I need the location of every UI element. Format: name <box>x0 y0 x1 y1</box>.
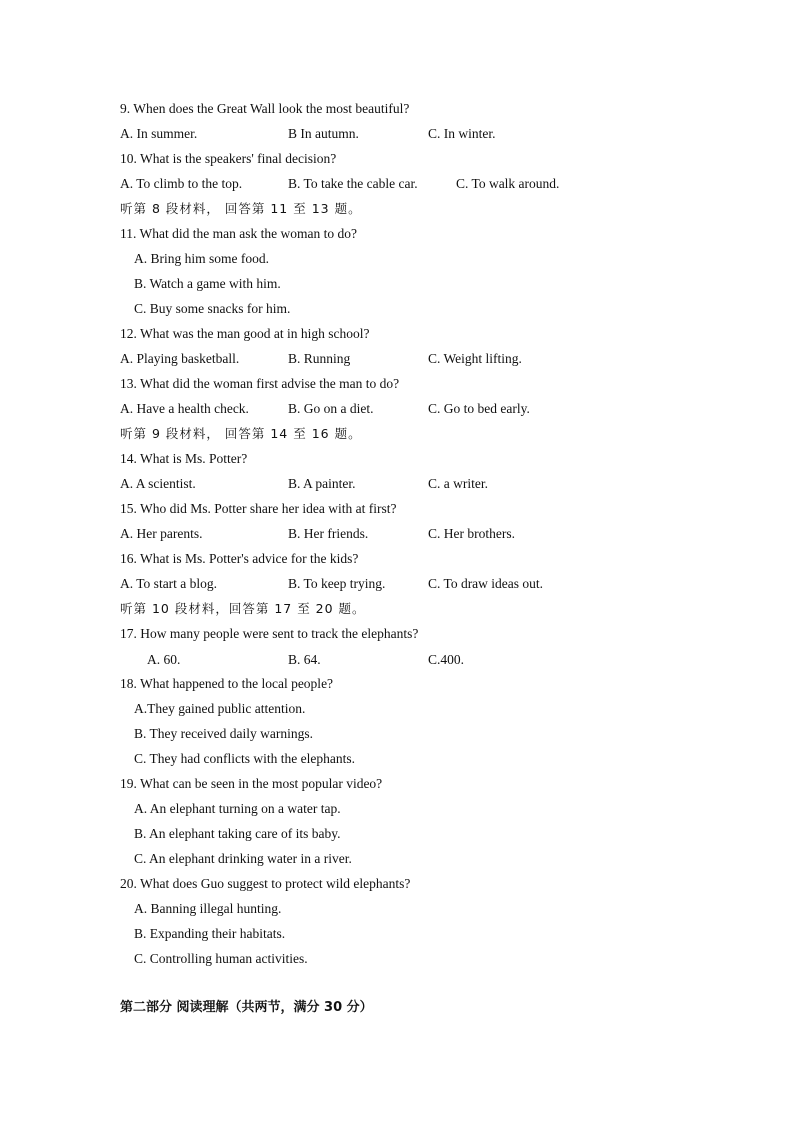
option-c: C. They had conflicts with the elephants. <box>134 751 355 766</box>
option-b: B. Running <box>288 351 351 366</box>
option-a: A. Have a health check. <box>120 401 249 416</box>
instruction-passage-10 <box>0 596 794 621</box>
question-text: 9. When does the Great Wall look the most beautiful? <box>120 101 410 116</box>
options-17 <box>0 647 794 672</box>
option-c: C. Buy some snacks for him. <box>134 301 291 316</box>
option-c: C. Weight lifting. <box>428 351 522 366</box>
options-14 <box>0 471 794 496</box>
question-9 <box>0 96 794 121</box>
instruction-passage-9 <box>0 421 794 446</box>
question-text: 14. What is Ms. Potter? <box>120 451 248 466</box>
question-17 <box>0 621 794 646</box>
option-b: B. Expanding their habitats. <box>134 926 286 941</box>
section-heading <box>0 995 794 1020</box>
option-b: B. Her friends. <box>288 526 369 541</box>
option-c: C. Controlling human activities. <box>134 951 308 966</box>
question-19 <box>0 771 794 796</box>
instruction-text: 听第 9 段材料， 回答第 14 至 16 题。 <box>120 426 362 441</box>
options-10 <box>0 171 794 196</box>
option-b: B. To keep trying. <box>288 576 386 591</box>
question-text: 17. How many people were sent to track the elephants? <box>120 626 419 641</box>
option-a: A. In summer. <box>120 126 198 141</box>
question-text: 18. What happened to the local people? <box>120 676 334 691</box>
question-text: 10. What is the speakers' final decision? <box>120 151 337 166</box>
instruction-passage-8 <box>0 196 794 221</box>
option-11-b <box>0 271 794 296</box>
option-c: C. Her brothers. <box>428 526 515 541</box>
options-9 <box>0 121 794 146</box>
option-11-a <box>0 246 794 271</box>
question-text: 15. Who did Ms. Potter share her idea with at first? <box>120 501 397 516</box>
options-15 <box>0 521 794 546</box>
option-a: A. To start a blog. <box>120 576 218 591</box>
option-c: C. In winter. <box>428 126 496 141</box>
options-13 <box>0 396 794 421</box>
question-text: 19. What can be seen in the most popular video? <box>120 776 383 791</box>
question-13 <box>0 371 794 396</box>
option-c: C. a writer. <box>428 476 488 491</box>
option-19-c <box>0 846 794 871</box>
option-a: A. Her parents. <box>120 526 203 541</box>
question-text: 11. What did the man ask the woman to do? <box>120 226 357 241</box>
options-12 <box>0 346 794 371</box>
instruction-text: 听第 10 段材料，回答第 17 至 20 题。 <box>120 601 366 616</box>
option-19-b <box>0 821 794 846</box>
instruction-text: 听第 8 段材料， 回答第 11 至 13 题。 <box>120 201 362 216</box>
option-20-c <box>0 946 794 971</box>
option-c: C.400. <box>428 652 465 667</box>
option-b: B. To take the cable car. <box>288 176 418 191</box>
question-14 <box>0 446 794 471</box>
option-a: A. A scientist. <box>120 476 196 491</box>
option-19-a <box>0 796 794 821</box>
option-c: C. To walk around. <box>456 176 560 191</box>
option-c: C. An elephant drinking water in a river. <box>134 851 352 866</box>
option-a: A. 60. <box>147 652 181 667</box>
option-a: A.They gained public attention. <box>134 701 306 716</box>
option-18-a <box>0 696 794 721</box>
question-text: 20. What does Guo suggest to protect wild elephants? <box>120 876 411 891</box>
option-a: A. Bring him some food. <box>134 251 269 266</box>
question-10 <box>0 146 794 171</box>
option-b: B. A painter. <box>288 476 356 491</box>
question-16 <box>0 546 794 571</box>
option-b: B. 64. <box>288 652 321 667</box>
question-text: 13. What did the woman first advise the man to do? <box>120 376 400 391</box>
option-a: A. To climb to the top. <box>120 176 243 191</box>
options-16 <box>0 571 794 596</box>
option-a: A. Banning illegal hunting. <box>134 901 282 916</box>
question-20 <box>0 871 794 896</box>
option-11-c <box>0 296 794 321</box>
option-b: B. An elephant taking care of its baby. <box>134 826 341 841</box>
option-18-b <box>0 721 794 746</box>
option-b: B. They received daily warnings. <box>134 726 313 741</box>
option-c: C. Go to bed early. <box>428 401 530 416</box>
section-2-title: 第二部分 阅读理解（共两节，满分 30 分） <box>120 1000 373 1015</box>
option-20-b <box>0 921 794 946</box>
option-20-a <box>0 896 794 921</box>
option-18-c <box>0 746 794 771</box>
option-b: B In autumn. <box>288 126 359 141</box>
question-text: 12. What was the man good at in high school? <box>120 326 370 341</box>
question-12 <box>0 321 794 346</box>
option-c: C. To draw ideas out. <box>428 576 544 591</box>
option-a: A. Playing basketball. <box>120 351 240 366</box>
question-15 <box>0 496 794 521</box>
option-b: B. Watch a game with him. <box>134 276 281 291</box>
question-11 <box>0 221 794 246</box>
option-b: B. Go on a diet. <box>288 401 374 416</box>
question-text: 16. What is Ms. Potter's advice for the kids? <box>120 551 359 566</box>
question-18 <box>0 671 794 696</box>
option-a: A. An elephant turning on a water tap. <box>134 801 341 816</box>
